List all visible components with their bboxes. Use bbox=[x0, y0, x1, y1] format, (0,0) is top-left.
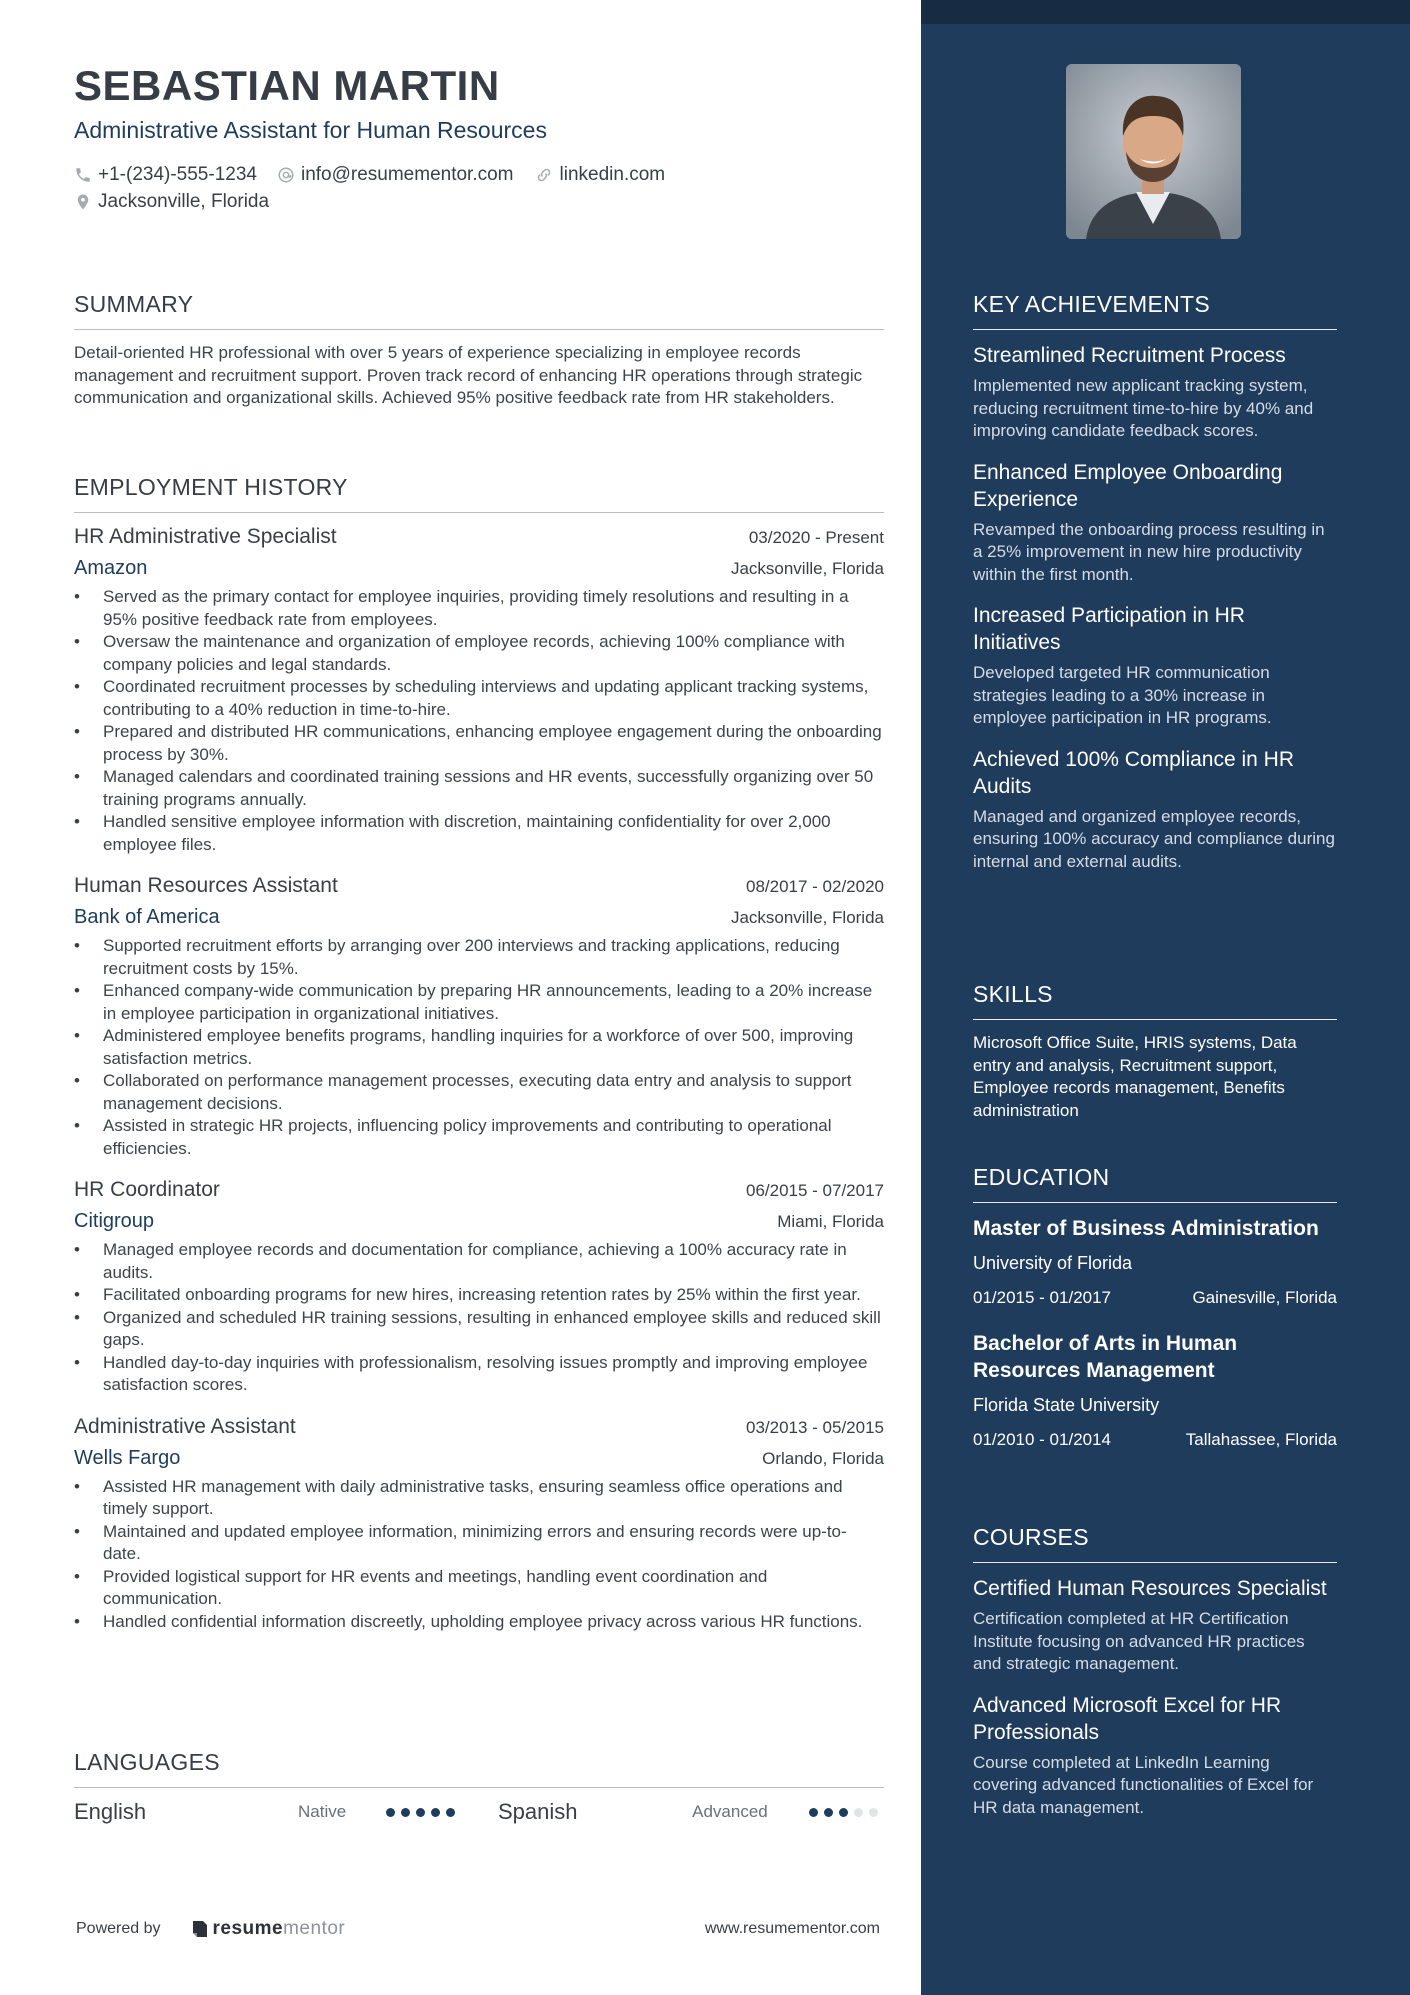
language-level: Native bbox=[298, 1802, 347, 1821]
job-bullet: • Prepared and distributed HR communications, enhancing employee engagement during the onboarding process by 30%. bbox=[74, 721, 884, 766]
job-bullet: • Collaborated on performance management processes, executing data entry and analysis to support management decisions. bbox=[74, 1070, 884, 1115]
sidebar bbox=[921, 0, 1410, 1995]
course-text: Course completed at LinkedIn Learning covering advanced functionalities of Excel for HR data management. bbox=[973, 1752, 1314, 1817]
achievement-title: Enhanced Employee Onboarding Experience bbox=[973, 460, 1283, 511]
phone-text: +1-(234)-555-1234 bbox=[98, 163, 257, 185]
job-bullet: • Coordinated recruitment processes by scheduling interviews and updating applicant tracking systems, contributing to a 40% reduction in time-to-hire. bbox=[74, 676, 884, 721]
brand-logo[interactable] bbox=[191, 1918, 346, 1940]
education-school: University of Florida bbox=[973, 1253, 1133, 1273]
language-name: English bbox=[74, 1799, 147, 1824]
language-rating bbox=[386, 1808, 461, 1817]
link-icon bbox=[534, 166, 554, 184]
language-item bbox=[74, 1799, 498, 1825]
powered-by bbox=[76, 1918, 345, 1940]
achievement-item bbox=[973, 746, 1337, 874]
education-location: Gainesville, Florida bbox=[1192, 1288, 1337, 1307]
contact-email[interactable] bbox=[277, 164, 514, 186]
job-company: Citigroup bbox=[74, 1210, 155, 1232]
job-bullet: • Managed employee records and documentation for compliance, achieving a 100% accuracy rate in audits. bbox=[74, 1239, 884, 1284]
job-bullet: • Maintained and updated employee information, minimizing errors and ensuring records were up-to-date. bbox=[74, 1521, 884, 1566]
job-bullet: • Enhanced company-wide communication by preparing HR announcements, leading to a 20% increase in employee participation in organizational initiatives. bbox=[74, 980, 884, 1025]
education-date: 01/2015 - 01/2017 bbox=[973, 1288, 1112, 1307]
job-company: Bank of America bbox=[74, 906, 220, 928]
education-date: 01/2010 - 01/2014 bbox=[973, 1430, 1112, 1449]
job-date: 08/2017 - 02/2020 bbox=[745, 877, 884, 896]
job-bullet: • Provided logistical support for HR events and meetings, handling event coordination and communication. bbox=[74, 1566, 884, 1611]
rating-dot bbox=[869, 1808, 878, 1817]
contact-location bbox=[74, 191, 269, 213]
rating-dot bbox=[809, 1808, 818, 1817]
course-text: Certification completed at HR Certification Institute focusing on advanced HR practices and strategic management. bbox=[973, 1609, 1305, 1673]
job-date: 03/2013 - 05/2015 bbox=[745, 1417, 884, 1437]
course-title: Certified Human Resources Specialist bbox=[973, 1577, 1327, 1600]
rating-dot bbox=[824, 1808, 833, 1817]
job-bullet: • Assisted HR management with daily administrative tasks, ensuring seamless office operations and timely support. bbox=[74, 1476, 884, 1521]
language-level: Advanced bbox=[692, 1802, 768, 1821]
rating-dot bbox=[839, 1808, 848, 1817]
job-date: 06/2015 - 07/2017 bbox=[745, 1181, 884, 1200]
achievements-title: KEY ACHIEVEMENTS bbox=[973, 291, 1337, 330]
job-title: Human Resources Assistant bbox=[74, 874, 338, 897]
job-bullet: • Assisted in strategic HR projects, influencing policy improvements and contributing to operational efficiencies. bbox=[74, 1115, 884, 1160]
job-bullet: • Handled confidential information discreetly, upholding employee privacy across various HR functions. bbox=[74, 1611, 884, 1634]
powered-by-label: Powered by bbox=[76, 1920, 161, 1937]
skills-section bbox=[973, 981, 1337, 1122]
summary-text: Detail-oriented HR professional with over 5 years of experience specializing in employee records management and recruitment support. Proven track record of enhancing HR operations through strategic communication and organizational skills. Achieved 95% positive feedback rate from HR stakeholders. bbox=[74, 343, 863, 407]
rating-dot bbox=[446, 1808, 455, 1817]
achievement-title: Streamlined Recruitment Process bbox=[973, 344, 1286, 367]
course-title: Advanced Microsoft Excel for HR Professionals bbox=[973, 1693, 1282, 1744]
courses-section bbox=[973, 1524, 1337, 1819]
achievement-title: Increased Participation in HR Initiatives bbox=[973, 604, 1245, 654]
job-bullet: • Handled day-to-day inquiries with professionalism, resolving issues promptly and improving employee satisfaction scores. bbox=[74, 1352, 884, 1397]
language-item bbox=[498, 1799, 884, 1825]
job-entry bbox=[74, 874, 884, 1160]
linkedin-text: linkedin.com bbox=[559, 163, 666, 185]
rating-dot bbox=[431, 1808, 440, 1817]
job-bullet: • Organized and scheduled HR training sessions, resulting in enhanced employee skills and reduced skill gaps. bbox=[74, 1307, 884, 1352]
summary-section bbox=[74, 291, 884, 410]
job-bullet: • Managed calendars and coordinated training sessions and HR events, successfully organizing over 50 training programs annually. bbox=[74, 766, 884, 811]
language-name: Spanish bbox=[498, 1799, 578, 1824]
email-text: info@resumementor.com bbox=[300, 163, 514, 185]
job-company: Wells Fargo bbox=[74, 1446, 181, 1469]
job-bullet: • Oversaw the maintenance and organization of employee records, achieving 100% compliance with company policies and legal standards. bbox=[74, 631, 884, 676]
education-degree: Master of Business Administration bbox=[973, 1217, 1319, 1240]
achievement-item bbox=[973, 342, 1337, 443]
employment-title: EMPLOYMENT HISTORY bbox=[74, 474, 884, 513]
skills-title: SKILLS bbox=[973, 981, 1337, 1020]
achievement-item bbox=[973, 602, 1337, 730]
job-company: Amazon bbox=[74, 557, 148, 579]
location-text: Jacksonville, Florida bbox=[98, 190, 270, 212]
job-location: Jacksonville, Florida bbox=[730, 908, 884, 927]
job-entry bbox=[74, 525, 884, 856]
education-location: Tallahassee, Florida bbox=[1185, 1430, 1337, 1449]
footer bbox=[76, 1918, 880, 1940]
brand-bold: resume bbox=[212, 1918, 284, 1939]
courses-title: COURSES bbox=[973, 1524, 1337, 1563]
resumementor-logo-icon bbox=[191, 1919, 209, 1939]
rating-dot bbox=[386, 1808, 395, 1817]
sidebar-top-band bbox=[921, 0, 1410, 24]
brand-light: mentor bbox=[283, 1918, 346, 1939]
employment-section bbox=[74, 474, 884, 1633]
rating-dot bbox=[401, 1808, 410, 1817]
job-bullets bbox=[74, 1239, 884, 1397]
job-location: Miami, Florida bbox=[777, 1212, 884, 1231]
languages-section bbox=[74, 1749, 884, 1828]
job-title: Administrative Assistant bbox=[74, 1414, 296, 1438]
job-bullets bbox=[74, 935, 884, 1160]
job-location: Jacksonville, Florida bbox=[730, 559, 884, 578]
job-bullets bbox=[74, 586, 884, 856]
education-item bbox=[973, 1330, 1337, 1450]
profile-photo bbox=[1066, 64, 1241, 239]
job-bullet: • Handled sensitive employee information with discretion, maintaining confidentiality for over 2,000 employee files. bbox=[74, 811, 884, 856]
achievement-title: Achieved 100% Compliance in HR Audits bbox=[973, 747, 1294, 798]
achievements-section bbox=[973, 291, 1337, 873]
job-entry bbox=[74, 1415, 884, 1634]
at-icon bbox=[277, 166, 295, 184]
languages-title: LANGUAGES bbox=[74, 1749, 884, 1788]
course-item bbox=[973, 1575, 1337, 1676]
achievement-text: Revamped the onboarding process resulting in a 25% improvement in new hire productivity within the first month. bbox=[973, 519, 1325, 584]
achievement-item bbox=[973, 459, 1337, 587]
job-bullet: • Administered employee benefits programs, handling inquiries for a workforce of over 500, improving satisfaction metrics. bbox=[74, 1025, 884, 1070]
education-section bbox=[973, 1164, 1337, 1450]
job-bullet: • Served as the primary contact for employee inquiries, providing timely resolutions and resulting in a 95% positive feedback rate from employees. bbox=[74, 586, 884, 631]
language-rating bbox=[809, 1808, 884, 1817]
job-bullets bbox=[74, 1476, 884, 1634]
education-degree: Bachelor of Arts in Human Resources Management bbox=[973, 1332, 1238, 1382]
candidate-name: SEBASTIAN MARTIN bbox=[74, 62, 500, 109]
rating-dot bbox=[854, 1808, 863, 1817]
contact-info bbox=[74, 161, 884, 215]
achievement-text: Developed targeted HR communication strategies leading to a 30% increase in employee participation in HR programs. bbox=[973, 663, 1272, 727]
contact-phone[interactable] bbox=[74, 164, 257, 186]
skills-text: Microsoft Office Suite, HRIS systems, Data entry and analysis, Recruitment support, Employee records management, Benefits administration bbox=[973, 1033, 1297, 1120]
candidate-headline: Administrative Assistant for Human Resources bbox=[74, 117, 547, 143]
education-item bbox=[973, 1215, 1337, 1308]
avatar-portrait-icon bbox=[1066, 64, 1241, 239]
job-title: HR Administrative Specialist bbox=[74, 525, 337, 548]
phone-icon bbox=[74, 166, 92, 184]
achievement-text: Managed and organized employee records, ensuring 100% accuracy and compliance during internal and external audits. bbox=[973, 806, 1335, 871]
job-entry bbox=[74, 1178, 884, 1397]
job-location: Orlando, Florida bbox=[762, 1448, 884, 1468]
achievement-text: Implemented new applicant tracking system, reducing recruitment time-to-hire by 40% and improving candidate feedback scores. bbox=[973, 376, 1314, 440]
footer-website[interactable]: www.resumementor.com bbox=[704, 1920, 880, 1937]
job-bullet: • Supported recruitment efforts by arranging over 200 interviews and tracking applications, reducing recruitment costs by 15%. bbox=[74, 935, 884, 980]
location-pin-icon bbox=[74, 192, 92, 212]
education-title: EDUCATION bbox=[973, 1164, 1337, 1203]
summary-title: SUMMARY bbox=[74, 291, 884, 330]
job-bullet: • Facilitated onboarding programs for new hires, increasing retention rates by 25% within the first year. bbox=[74, 1284, 884, 1307]
job-title: HR Coordinator bbox=[74, 1178, 220, 1201]
contact-linkedin[interactable] bbox=[534, 164, 666, 186]
education-school: Florida State University bbox=[973, 1395, 1160, 1415]
job-date: 03/2020 - Present bbox=[748, 528, 884, 547]
rating-dot bbox=[416, 1808, 425, 1817]
course-item bbox=[973, 1692, 1337, 1820]
